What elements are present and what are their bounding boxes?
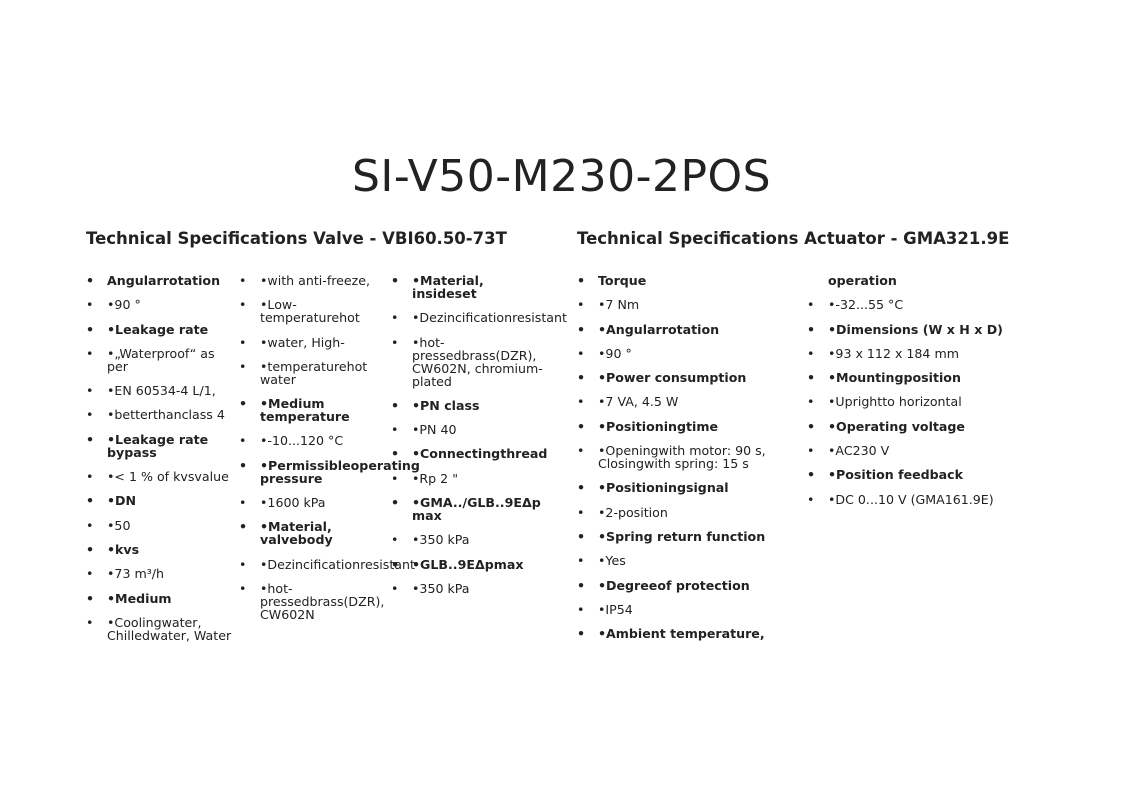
spec-item: • •1600 kPa bbox=[239, 496, 389, 509]
spec-item: • •Position feedback bbox=[807, 468, 1022, 481]
spec-item: • •with anti-freeze, bbox=[239, 274, 389, 287]
spec-item: • •„Waterproof“ as per bbox=[86, 347, 236, 373]
spec-item: • •DC 0...10 V (GMA161.9E) bbox=[807, 493, 1022, 506]
spec-item: • •73 m³/h bbox=[86, 567, 236, 580]
spec-item: • •PN 40 bbox=[391, 423, 551, 436]
spec-item: • •Positioningsignal bbox=[577, 481, 792, 494]
spec-item: • •GLB..9EΔpmax bbox=[391, 558, 551, 571]
spec-item: • •Positioningtime bbox=[577, 420, 792, 433]
spec-item: • •EN 60534-4 L/1, bbox=[86, 384, 236, 397]
spec-item: • •Angularrotation bbox=[577, 323, 792, 336]
spec-item: • Angularrotation bbox=[86, 274, 236, 287]
valve-specs-column-3 bbox=[391, 273, 567, 606]
spec-item: • •kvs bbox=[86, 543, 236, 556]
page-title: SI-V50-M230-2POS bbox=[351, 151, 772, 203]
spec-item: • •350 kPa bbox=[391, 582, 551, 595]
actuator-specs-column-2 bbox=[807, 274, 1022, 517]
spec-item: • •Leakage rate bbox=[86, 323, 236, 336]
spec-item: • •hot-pressedbrass(DZR), CW602N bbox=[239, 582, 389, 621]
spec-item: operation bbox=[828, 273, 897, 288]
spec-item: • •Connectingthread bbox=[391, 447, 551, 460]
spec-item: • •IP54 bbox=[577, 603, 792, 616]
spec-item: • •Yes bbox=[577, 554, 792, 567]
spec-item: • •Dezincificationresistant bbox=[391, 311, 551, 324]
spec-item: • •350 kPa bbox=[391, 533, 551, 546]
spec-item: • •Leakage rate bypass bbox=[86, 433, 236, 459]
spec-item: • •Uprightto horizontal bbox=[807, 395, 1022, 408]
spec-item: • •50 bbox=[86, 519, 236, 532]
spec-item: • •GMA../GLB..9EΔp max bbox=[391, 496, 551, 522]
spec-item: • •betterthanclass 4 bbox=[86, 408, 236, 421]
spec-item: • •DN bbox=[86, 494, 236, 507]
spec-item: • •Rp 2 " bbox=[391, 472, 551, 485]
spec-item: • •Power consumption bbox=[577, 371, 792, 384]
spec-item: • •Material, valvebody bbox=[239, 520, 389, 546]
spec-item: • •Mountingposition bbox=[807, 371, 1022, 384]
spec-item: • •Degreeof protection bbox=[577, 579, 792, 592]
spec-item: • •temperaturehot water bbox=[239, 360, 389, 386]
spec-item: • •Dimensions (W x H x D) bbox=[807, 323, 1022, 336]
spec-item: • •2-position bbox=[577, 506, 792, 519]
spec-item: • •hot-pressedbrass(DZR), CW602N, chromium-plated bbox=[391, 336, 551, 388]
actuator-specs-column-1 bbox=[577, 274, 792, 651]
spec-item: • •Openingwith motor: 90 s, Closingwith spring: 15 s bbox=[577, 444, 792, 470]
spec-item: • •7 VA, 4.5 W bbox=[577, 395, 792, 408]
spec-item: • •water, High- bbox=[239, 336, 389, 349]
spec-item: • •Coolingwater, Chilledwater, Water bbox=[86, 616, 236, 642]
spec-item: • •AC230 V bbox=[807, 444, 1022, 457]
spec-item: • •90 ° bbox=[86, 298, 236, 311]
spec-item: • •Low-temperaturehot bbox=[239, 298, 389, 324]
spec-item: • •< 1 % of kvsvalue bbox=[86, 470, 236, 483]
actuator-specs-heading: Technical Specifications Actuator - GMA321.9E bbox=[577, 229, 1010, 248]
spec-item: • •Permissibleoperating pressure bbox=[239, 459, 389, 485]
spec-item: • •-10...120 °C bbox=[239, 434, 389, 447]
spec-item: • •Dezincificationresistant bbox=[239, 558, 389, 571]
spec-item: • •Medium bbox=[86, 592, 236, 605]
spec-item: • •Medium temperature bbox=[239, 397, 389, 423]
spec-item: • Torque bbox=[577, 274, 792, 287]
spec-item: • •93 x 112 x 184 mm bbox=[807, 347, 1022, 360]
spec-item: • •7 Nm bbox=[577, 298, 792, 311]
spec-item: • •-32...55 °C bbox=[807, 298, 1022, 311]
spec-item: • •Material, insideset bbox=[391, 274, 551, 300]
spec-item: • •PN class bbox=[391, 399, 551, 412]
valve-specs-column-1 bbox=[86, 274, 236, 653]
spec-item: • •Operating voltage bbox=[807, 420, 1022, 433]
spec-item: • •Spring return function bbox=[577, 530, 792, 543]
spec-item: • •Ambient temperature, bbox=[577, 627, 792, 640]
valve-specs-heading: Technical Specifications Valve - VBI60.50-73T bbox=[86, 229, 507, 248]
valve-specs-column-2 bbox=[239, 273, 420, 632]
spec-item: • •90 ° bbox=[577, 347, 792, 360]
